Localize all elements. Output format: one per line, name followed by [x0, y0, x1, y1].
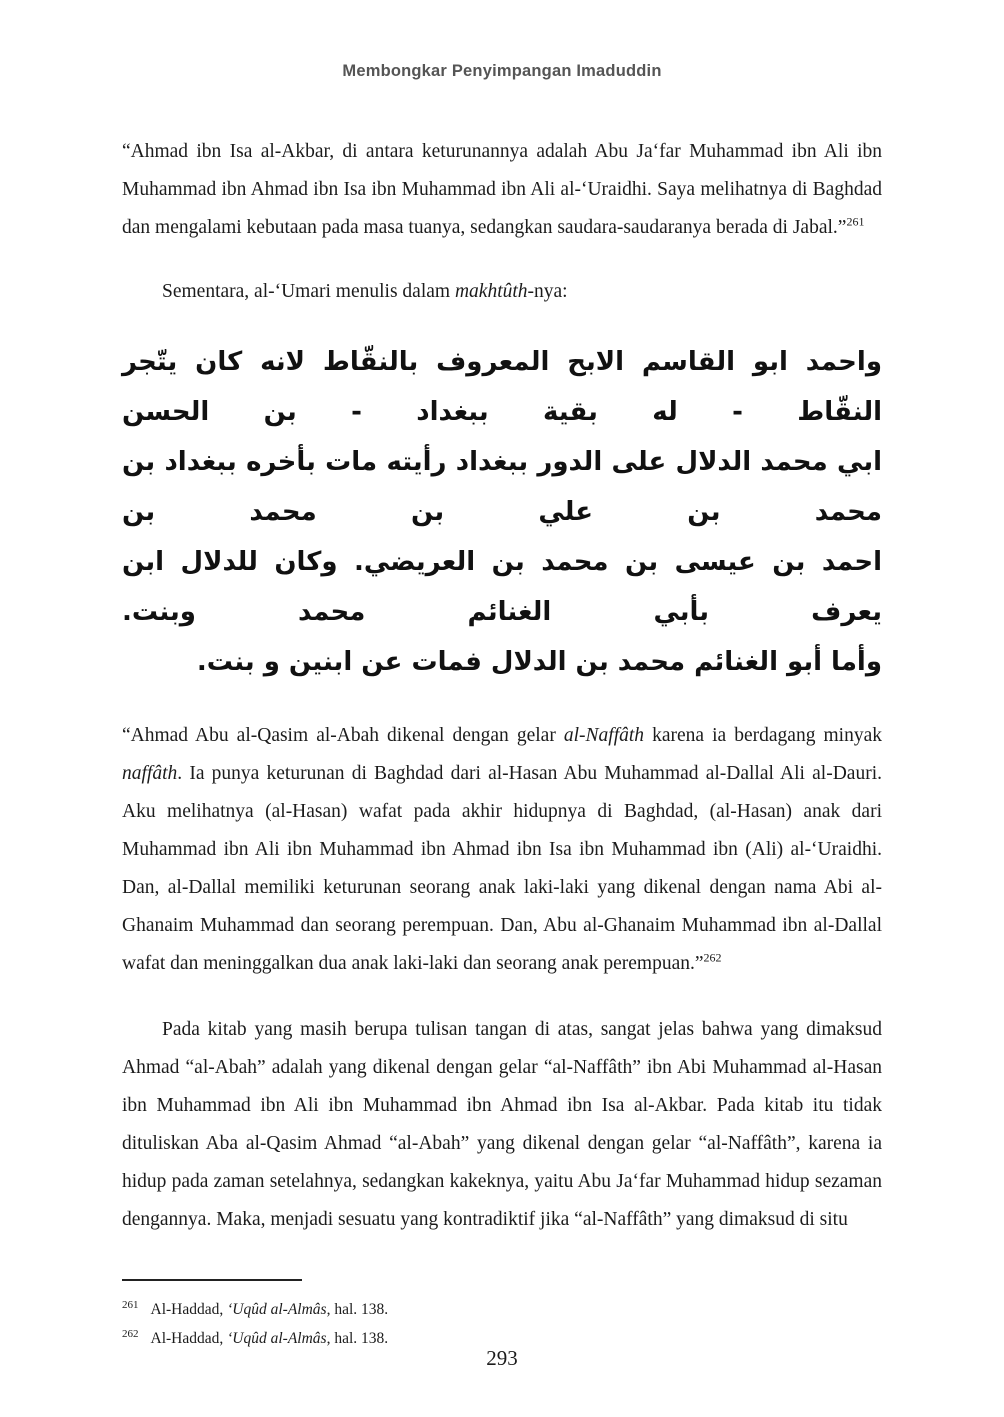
italic-term-makhtuth: makhtûth — [454, 281, 528, 302]
intro-paragraph — [122, 273, 882, 311]
intro-text-tail: -nya: — [527, 281, 568, 302]
footnote-261-number: 261 — [122, 1298, 139, 1311]
intro-text: Sementara, al-‘Umari menulis dalam — [162, 281, 455, 302]
footnote-262-text-tail: , hal. 138. — [326, 1330, 389, 1347]
arabic-line-2: ابي محمد الدلال على الدور ببغداد رأيته مات بأخره ببغداد بن محمد بن علي بن محمد بن — [122, 447, 882, 527]
arabic-line-3: احمد بن عيسى بن محمد بن العريضي. وكان للدلال ابن يعرف بأبي الغنائم محمد وبنت. — [122, 547, 882, 627]
footnote-ref-262: 262 — [703, 950, 722, 965]
footnote-261-text-tail: , hal. 138. — [326, 1301, 389, 1318]
quote-paragraph-2 — [122, 717, 882, 983]
footnote-262-book-title: ‘Uqûd al-Almâs — [227, 1330, 327, 1347]
footnote-block — [122, 1279, 882, 1353]
page-number: 293 — [486, 1346, 518, 1370]
quote-1-text: “Ahmad ibn Isa al-Akbar, di antara keturunannya adalah Abu Ja‘far Muhammad ibn Ali ibn Muhammad ibn Ahmad ibn Isa ibn Muhammad ibn Ali al-‘Uraidhi. Saya melihatnya di Baghdad dan mengalami kebutaan pada masa tuanya, sedangkan saudara-saudaranya berada di Jabal.” — [122, 141, 882, 238]
footnote-262-number: 262 — [122, 1327, 139, 1340]
quote-2-text-2: karena ia berdagang minyak — [644, 725, 882, 746]
italic-term-al-naffath: al-Naffâth — [563, 725, 645, 746]
discussion-paragraph: Pada kitab yang masih berupa tulisan tangan di atas, sangat jelas bahwa yang dimaksud Ahmad “al-Abah” adalah yang dikenal dengan gelar “al-Naffâth” ibn Abi Muhammad al-Hasan ibn Muhammad ibn Ali ibn Muhammad ibn Ahmad ibn Isa al-Akbar. Pada kitab itu tidak dituliskan Aba al-Qasim Ahmad “al-Abah” yang dikenal dengan gelar “al-Naffâth”, karena ia hidup pada zaman setelahnya, sedangkan kakeknya, yaitu Abu Ja‘far Muhammad hidup sezaman dengannya. Maka, menjadi sesuatu yang kontradiktif jika “al-Naffâth” yang dimaksud di situ — [122, 1019, 882, 1230]
footnote-261-text: Al-Haddad, — [150, 1301, 228, 1318]
running-head: Membongkar Penyimpangan Imaduddin — [342, 62, 662, 80]
quote-2-text-3: . Ia punya keturunan di Baghdad dari al-Hasan Abu Muhammad al-Dallal Ali al-Dauri. Aku melihatnya (al-Hasan) wafat pada akhir hidupnya di Baghdad, (al-Hasan) anak dari Muhammad ibn Ali ibn Muhammad ibn Ahmad ibn Isa ibn Muhammad ibn (Ali) al-‘Uraidhi. Dan, al-Dallal memiliki keturunan seorang anak laki-laki yang dikenal dengan nama Abi al-Ghanaim Muhammad dan seorang perempuan. Dan, Abu al-Ghanaim Muhammad ibn al-Dallal wafat dan meninggalkan dua anak laki-laki dan seorang anak perempuan.” — [122, 763, 882, 974]
quote-2-text: “Ahmad Abu al-Qasim al-Abah dikenal dengan gelar — [122, 725, 564, 746]
arabic-quote — [122, 337, 882, 687]
footnote-separator — [122, 1279, 302, 1281]
footnote-261-book-title: ‘Uqûd al-Almâs — [227, 1301, 327, 1318]
italic-term-naffath: naffâth — [122, 763, 178, 784]
arabic-line-4: وأما أبو الغنائم محمد بن الدلال فمات عن ابنين و بنت. — [196, 647, 882, 677]
footnote-262-text: Al-Haddad, — [150, 1330, 228, 1347]
arabic-line-1: واحمد ابو القاسم الابح المعروف بالنقّاط لانه كان يتّجر النقّاط - له بقية ببغداد - بن الحسن — [122, 347, 882, 427]
text-block — [122, 0, 882, 1353]
footnote-261 — [122, 1295, 882, 1324]
quote-paragraph-1 — [122, 133, 882, 247]
footnote-ref-261: 261 — [846, 214, 865, 229]
